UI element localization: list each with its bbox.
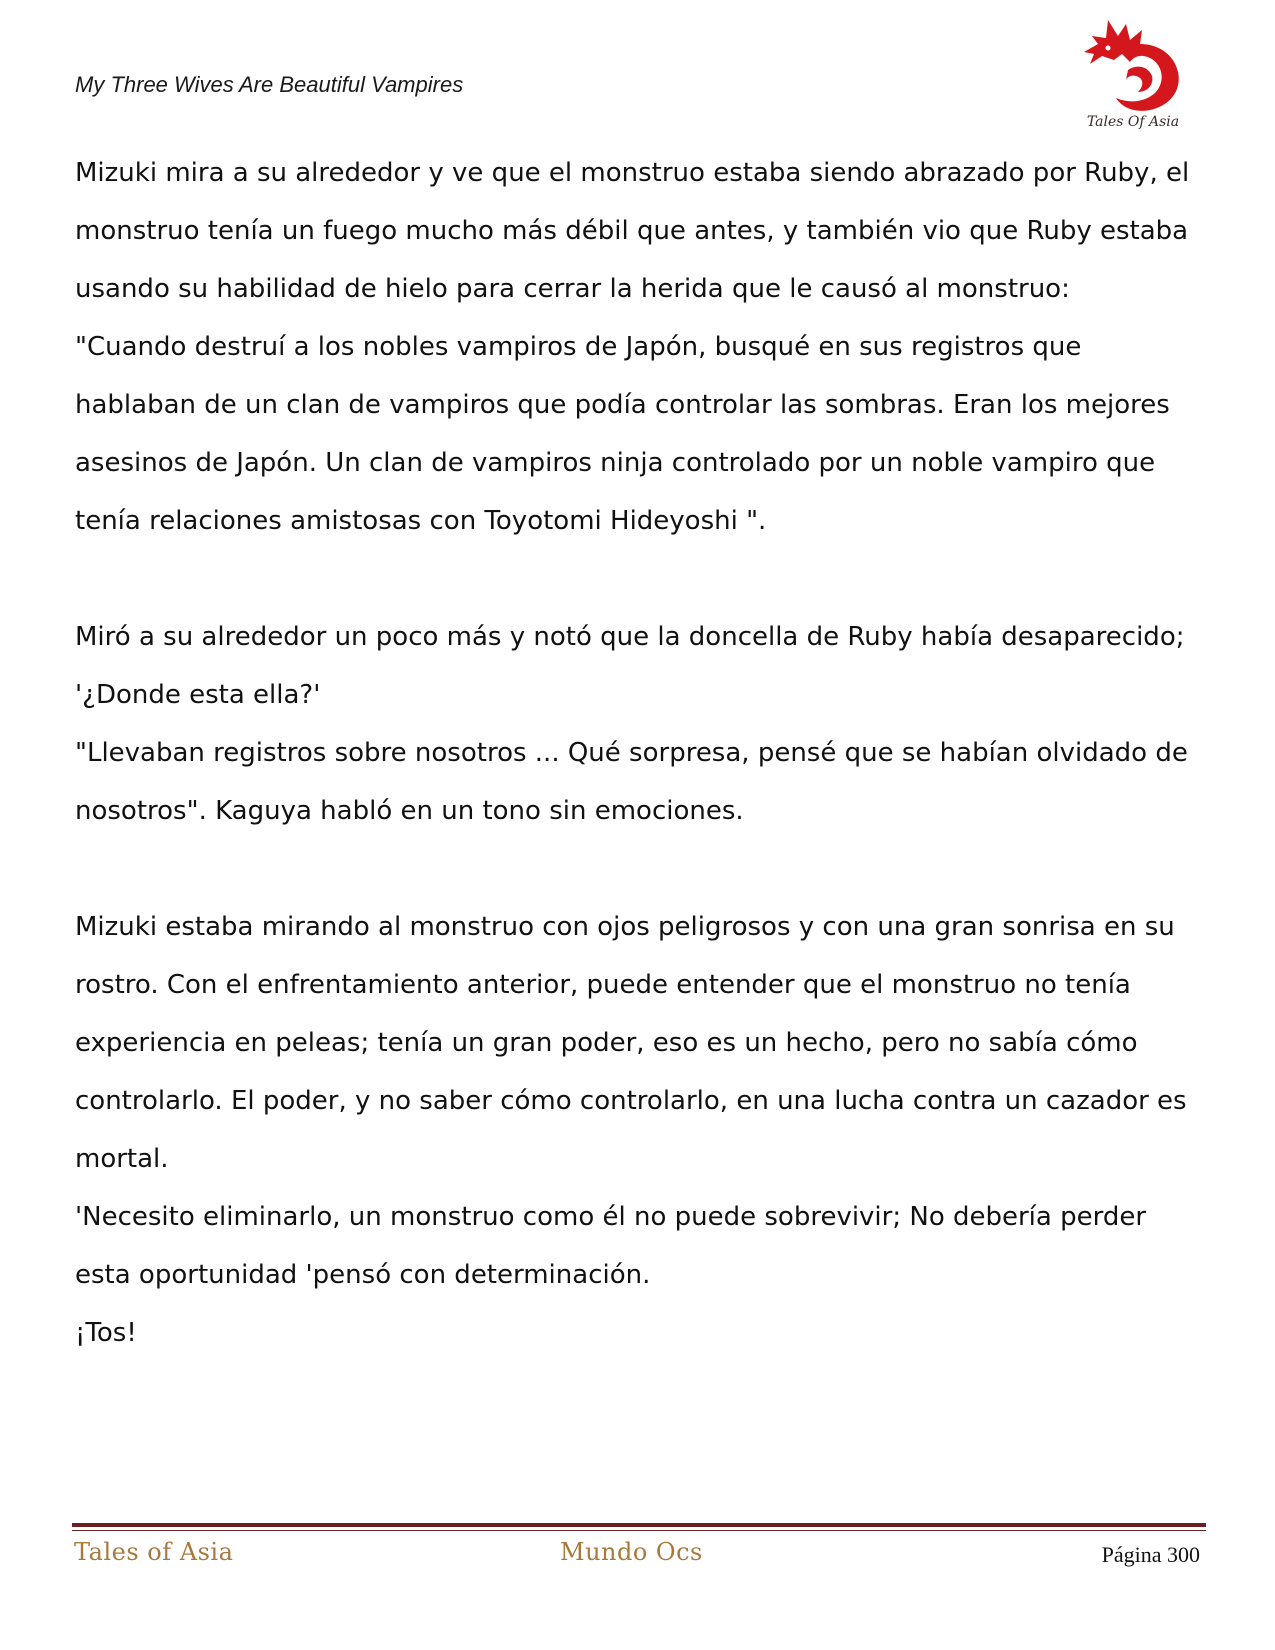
paragraph: Mizuki mira a su alrededor y ve que el monstruo estaba siendo abrazado por Ruby, el monstruo tenía un fuego mucho más débil que antes, y también vio que Ruby estaba usando su habilidad de hielo para cerrar la herida que le causó al monstruo: — [75, 158, 1190, 304]
chapter-text — [75, 144, 1205, 1362]
paragraph: ¡Tos! — [75, 1318, 137, 1348]
dragon-icon — [1078, 14, 1188, 114]
footer-divider-thin — [72, 1530, 1206, 1531]
footer-divider — [72, 1523, 1206, 1527]
paragraph: 'Necesito eliminarlo, un monstruo como él no puede sobrevivir; No debería perder esta oportunidad 'pensó con determinación. — [75, 1202, 1147, 1290]
page-number: Página 300 — [1101, 1542, 1200, 1567]
paragraph: "Llevaban registros sobre nosotros ... Qué sorpresa, pensé que se habían olvidado de nosotros". Kaguya habló en un tono sin emociones. — [75, 738, 1188, 826]
tales-of-asia-logo — [1078, 14, 1188, 136]
document-title: My Three Wives Are Beautiful Vampires — [75, 72, 464, 97]
footer-center-label: Mundo Ocs — [560, 1538, 703, 1566]
footer-brand: Tales of Asia — [74, 1538, 234, 1566]
logo-text: Tales Of Asia — [1086, 114, 1180, 130]
paragraph: '¿Donde esta ella?' — [75, 680, 321, 710]
paragraph: Mizuki estaba mirando al monstruo con ojos peligrosos y con una gran sonrisa en su rostro. Con el enfrentamiento anterior, puede entender que el monstruo no tenía experiencia en peleas; tenía un gran poder, eso es un hecho, pero no sabía cómo controlarlo. El poder, y no saber cómo controlarlo, en una lucha contra un cazador es mortal. — [75, 912, 1187, 1174]
paragraph: "Cuando destruí a los nobles vampiros de Japón, busqué en sus registros que hablaban de un clan de vampiros que podía controlar las sombras. Eran los mejores asesinos de Japón. Un clan de vampiros ninja controlado por un noble vampiro que tenía relaciones amistosas con Toyotomi Hideyoshi ". — [75, 332, 1170, 536]
paragraph: Miró a su alrededor un poco más y notó que la doncella de Ruby había desaparecido; — [75, 622, 1185, 652]
